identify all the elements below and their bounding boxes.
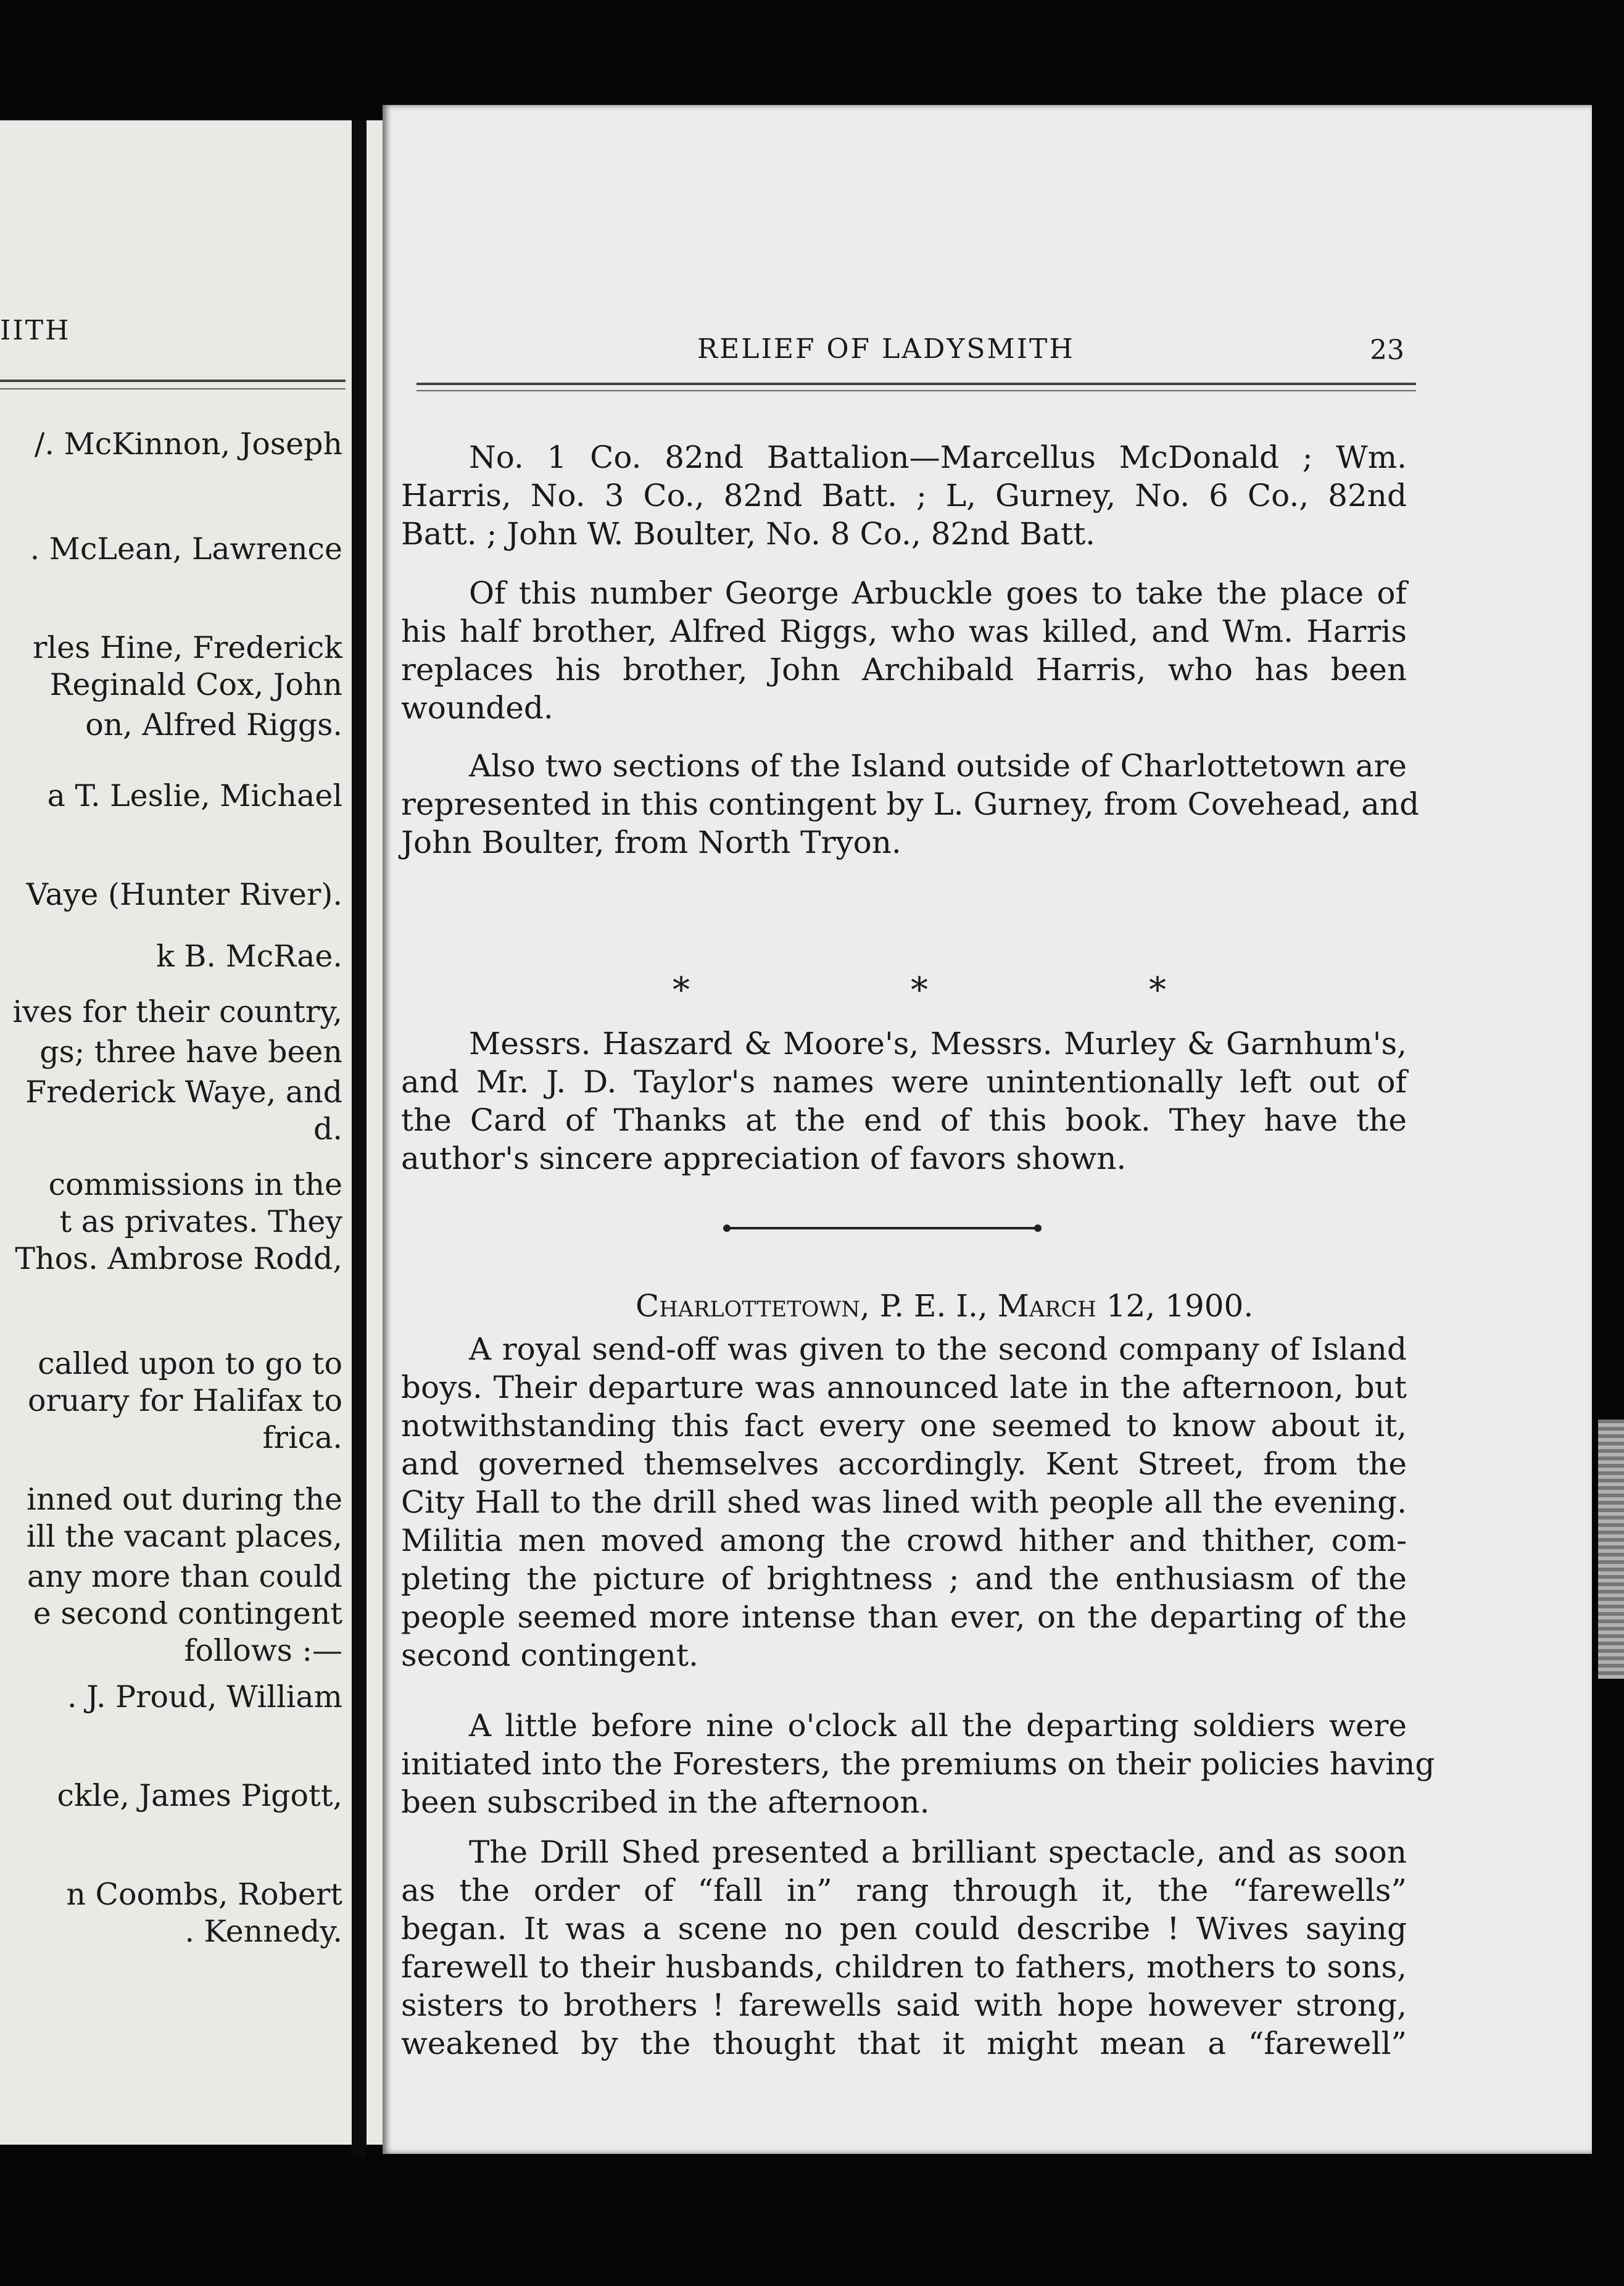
left-text-line: frica. xyxy=(262,1420,342,1455)
para2-line: replaces his brother, John Archibald Harris, who has been xyxy=(401,652,1407,688)
para3-line: Also two sections of the Island outside of Charlottetown are xyxy=(469,748,1407,784)
running-header: RELIEF OF LADYSMITH xyxy=(697,333,1075,365)
left-text-line: . Kennedy. xyxy=(184,1914,342,1949)
left-text-line: . J. Proud, William xyxy=(67,1679,342,1715)
left-text-line: k B. McRae. xyxy=(156,939,342,974)
page-number: 23 xyxy=(1370,335,1404,366)
left-text-line: oruary for Halifax to xyxy=(27,1383,342,1418)
para5-line: A royal send-off was given to the second company of Island xyxy=(469,1331,1407,1367)
para2-line: wounded. xyxy=(401,690,553,726)
left-text-line: ill the vacant places, xyxy=(26,1519,342,1554)
para7-line: farewell to their husbands, children to fathers, mothers to sons, xyxy=(401,1949,1407,1985)
para7-line: as the order of “fall in” rang through it, the “farewells” xyxy=(401,1872,1407,1908)
left-header-rule xyxy=(0,380,346,389)
para1-line: Batt. ; John W. Boulter, No. 8 Co., 82nd Batt. xyxy=(401,516,1096,552)
para3-line: represented in this contingent by L. Gurney, from Covehead, and xyxy=(401,786,1420,822)
left-running-header: IITH xyxy=(0,315,71,346)
left-text-line: /. McKinnon, Joseph xyxy=(34,426,342,462)
para6-line: been subscribed in the afternoon. xyxy=(401,1784,930,1820)
left-text-line: inned out during the xyxy=(27,1482,342,1517)
para7-line: weakened by the thought that it might mean a “farewell” xyxy=(401,2026,1407,2061)
left-text-line: on, Alfred Riggs. xyxy=(85,707,342,742)
para5-line: Militia men moved among the crowd hither and thither, com- xyxy=(401,1523,1407,1558)
left-text-line: t as privates. They xyxy=(59,1204,342,1239)
para4-line: and Mr. J. D. Taylor's names were unintentionally left out of xyxy=(401,1064,1407,1100)
dateline: Charlottetown, P. E. I., March 12, 1900. xyxy=(636,1288,1254,1324)
left-page xyxy=(0,120,395,2145)
para2-line: Of this number George Arbuckle goes to take the place of xyxy=(469,575,1407,611)
para5-line: and governed themselves accordingly. Kent Street, from the xyxy=(401,1446,1407,1482)
left-text-line: called upon to go to xyxy=(38,1346,342,1381)
left-text-line: a T. Leslie, Michael xyxy=(47,778,342,813)
scan-artifact xyxy=(1598,1419,1624,1679)
left-text-line: gs; three have been xyxy=(39,1034,342,1070)
left-text-line: rles Hine, Frederick xyxy=(33,630,342,665)
left-text-line: any more than could xyxy=(27,1559,342,1594)
left-text-line: e second contingent xyxy=(33,1596,342,1631)
left-text-line: n Coombs, Robert xyxy=(66,1877,342,1912)
left-text-line: Vaye (Hunter River). xyxy=(26,877,342,912)
ornamental-divider xyxy=(728,1227,1037,1229)
header-rule xyxy=(416,383,1416,391)
para6-line: A little before nine o'clock all the departing soldiers were xyxy=(469,1708,1407,1744)
para4-line: author's sincere appreciation of favors shown. xyxy=(401,1141,1127,1176)
para5-line: second contingent. xyxy=(401,1637,698,1673)
left-text-line: ckle, James Pigott, xyxy=(57,1778,342,1813)
para4-line: the Card of Thanks at the end of this book. They have the xyxy=(401,1102,1407,1138)
para4-line: Messrs. Haszard & Moore's, Messrs. Murley & Garnhum's, xyxy=(469,1026,1407,1062)
right-page xyxy=(383,105,1592,2154)
para5-line: people seemed more intense than ever, on the departing of the xyxy=(401,1599,1407,1635)
para5-line: pleting the picture of brightness ; and the enthusiasm of the xyxy=(401,1561,1407,1597)
star: * xyxy=(673,970,690,1010)
left-text-line: . McLean, Lawrence xyxy=(30,531,342,567)
left-text-line: follows :— xyxy=(184,1633,342,1668)
para7-line: The Drill Shed presented a brilliant spectacle, and as soon xyxy=(469,1834,1407,1870)
para5-line: boys. Their departure was announced late in the afternoon, but xyxy=(401,1370,1407,1405)
star: * xyxy=(911,970,928,1010)
left-text-line: ives for their country, xyxy=(12,994,342,1029)
left-text-line: Reginald Cox, John xyxy=(49,667,342,702)
left-text-line: Frederick Waye, and xyxy=(25,1074,342,1110)
para7-line: began. It was a scene no pen could describe ! Wives saying xyxy=(401,1911,1407,1947)
book-spine xyxy=(352,120,367,2157)
para3-line: John Boulter, from North Tryon. xyxy=(401,825,901,860)
left-text-line: Thos. Ambrose Rodd, xyxy=(15,1241,342,1276)
left-text-line: d. xyxy=(313,1112,342,1147)
section-break-stars xyxy=(673,970,1166,1010)
para5-line: notwithstanding this fact every one seemed to know about it, xyxy=(401,1408,1407,1444)
para2-line: his half brother, Alfred Riggs, who was killed, and Wm. Harris xyxy=(401,613,1407,649)
left-text-line: commissions in the xyxy=(48,1167,342,1202)
para1-line: No. 1 Co. 82nd Battalion—Marcellus McDonald ; Wm. xyxy=(469,439,1407,475)
para7-line: sisters to brothers ! farewells said with hope however strong, xyxy=(401,1987,1407,2023)
para5-line: City Hall to the drill shed was lined with people all the evening. xyxy=(401,1484,1407,1520)
para6-line: initiated into the Foresters, the premiums on their policies having xyxy=(401,1746,1435,1782)
para1-line: Harris, No. 3 Co., 82nd Batt. ; L, Gurney, No. 6 Co., 82nd xyxy=(401,478,1407,513)
star: * xyxy=(1149,970,1166,1010)
